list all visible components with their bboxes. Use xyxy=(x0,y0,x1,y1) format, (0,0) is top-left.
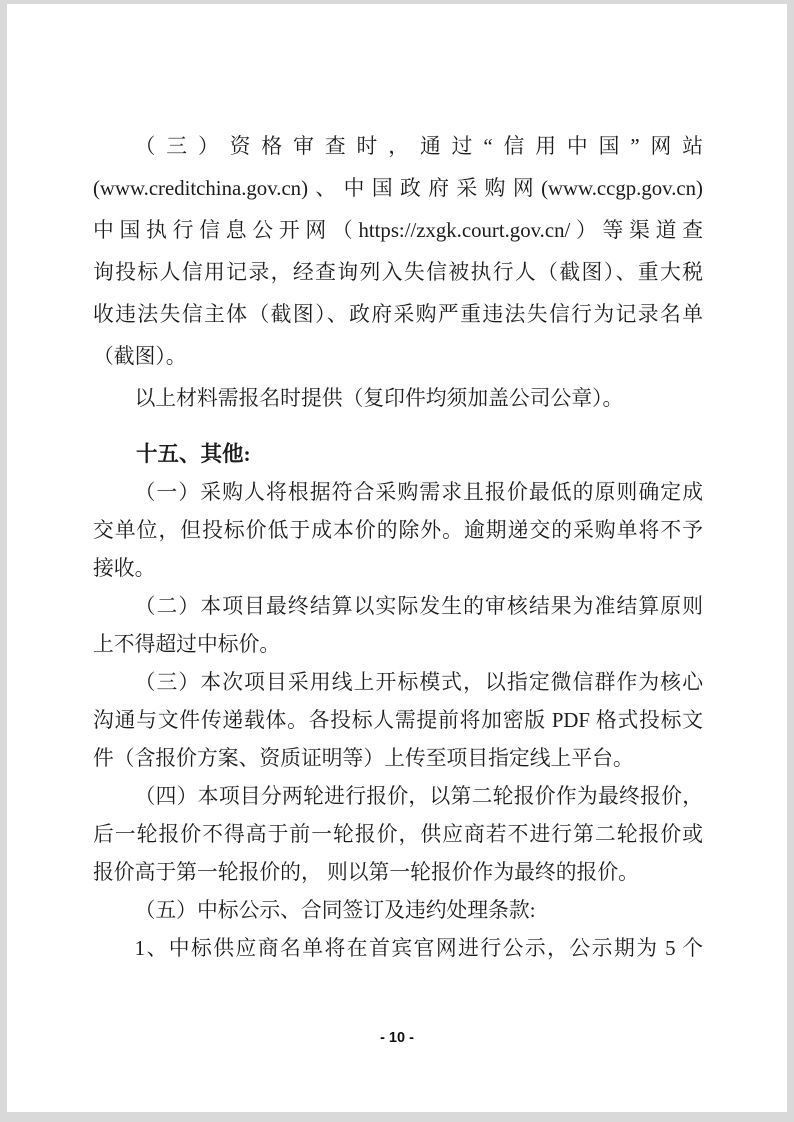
text-line: (www.creditchina.gov.cn)、中国政府采购网(www.ccgp.gov.cn) xyxy=(93,177,703,200)
page-number: - 10 - xyxy=(380,1030,414,1046)
text-line: 交单位，但投标价低于成本价的除外。逾期递交的采购单将不予 xyxy=(93,519,703,542)
document-page xyxy=(7,4,787,1112)
document-content xyxy=(93,126,703,968)
para-materials-note xyxy=(93,378,703,420)
para-item-4 xyxy=(93,778,703,892)
text-line: 1、中标供应商名单将在首宾官网进行公示，公示期为 5 个 xyxy=(134,937,703,960)
text-line: 十五、其他: xyxy=(136,442,251,466)
text-line: （截图）。 xyxy=(93,345,187,368)
text-line: 收违法失信主体（截图）、政府采购严重违法失信行为记录名单 xyxy=(93,303,703,326)
para-item-1 xyxy=(93,474,703,588)
text-line: （三）本次项目采用线上开标模式，以指定微信群作为核心 xyxy=(134,671,703,694)
para-item-3 xyxy=(93,664,703,778)
text-line: 接收。 xyxy=(93,557,156,580)
para-credit-check xyxy=(93,126,703,378)
para-subitem-1 xyxy=(93,930,703,968)
para-item-2 xyxy=(93,588,703,664)
page-footer xyxy=(7,1030,787,1046)
heading-section-15 xyxy=(93,434,703,474)
text-line: 沟通与文件传递载体。各投标人需提前将加密版 PDF 格式投标文 xyxy=(93,709,703,732)
text-line: （一）采购人将根据符合采购需求且报价最低的原则确定成 xyxy=(134,481,703,504)
text-line: 以上材料需报名时提供（复印件均须加盖公司公章）。 xyxy=(134,387,624,410)
text-line: （三）资格审查时，通过“信用中国”网站 xyxy=(134,135,703,158)
para-item-5 xyxy=(93,892,703,930)
text-line: （五）中标公示、合同签订及违约处理条款: xyxy=(134,899,536,922)
text-line: （四）本项目分两轮进行报价，以第二轮报价作为最终报价， xyxy=(134,785,703,808)
text-line: （二）本项目最终结算以实际发生的审核结果为准结算原则 xyxy=(134,595,703,618)
text-line: 件（含报价方案、资质证明等）上传至项目指定线上平台。 xyxy=(93,747,634,770)
text-line: 后一轮报价不得高于前一轮报价，供应商若不进行第二轮报价或 xyxy=(93,823,703,846)
text-line: 询投标人信用记录，经查询列入失信被执行人（截图）、重大税 xyxy=(93,261,703,284)
text-line: 中国执行信息公开网（https://zxgk.court.gov.cn/）等渠道查 xyxy=(93,219,703,242)
text-line: 上不得超过中标价。 xyxy=(93,633,281,656)
text-line: 报价高于第一轮报价的， 则以第一轮报价作为最终的报价。 xyxy=(93,861,639,884)
